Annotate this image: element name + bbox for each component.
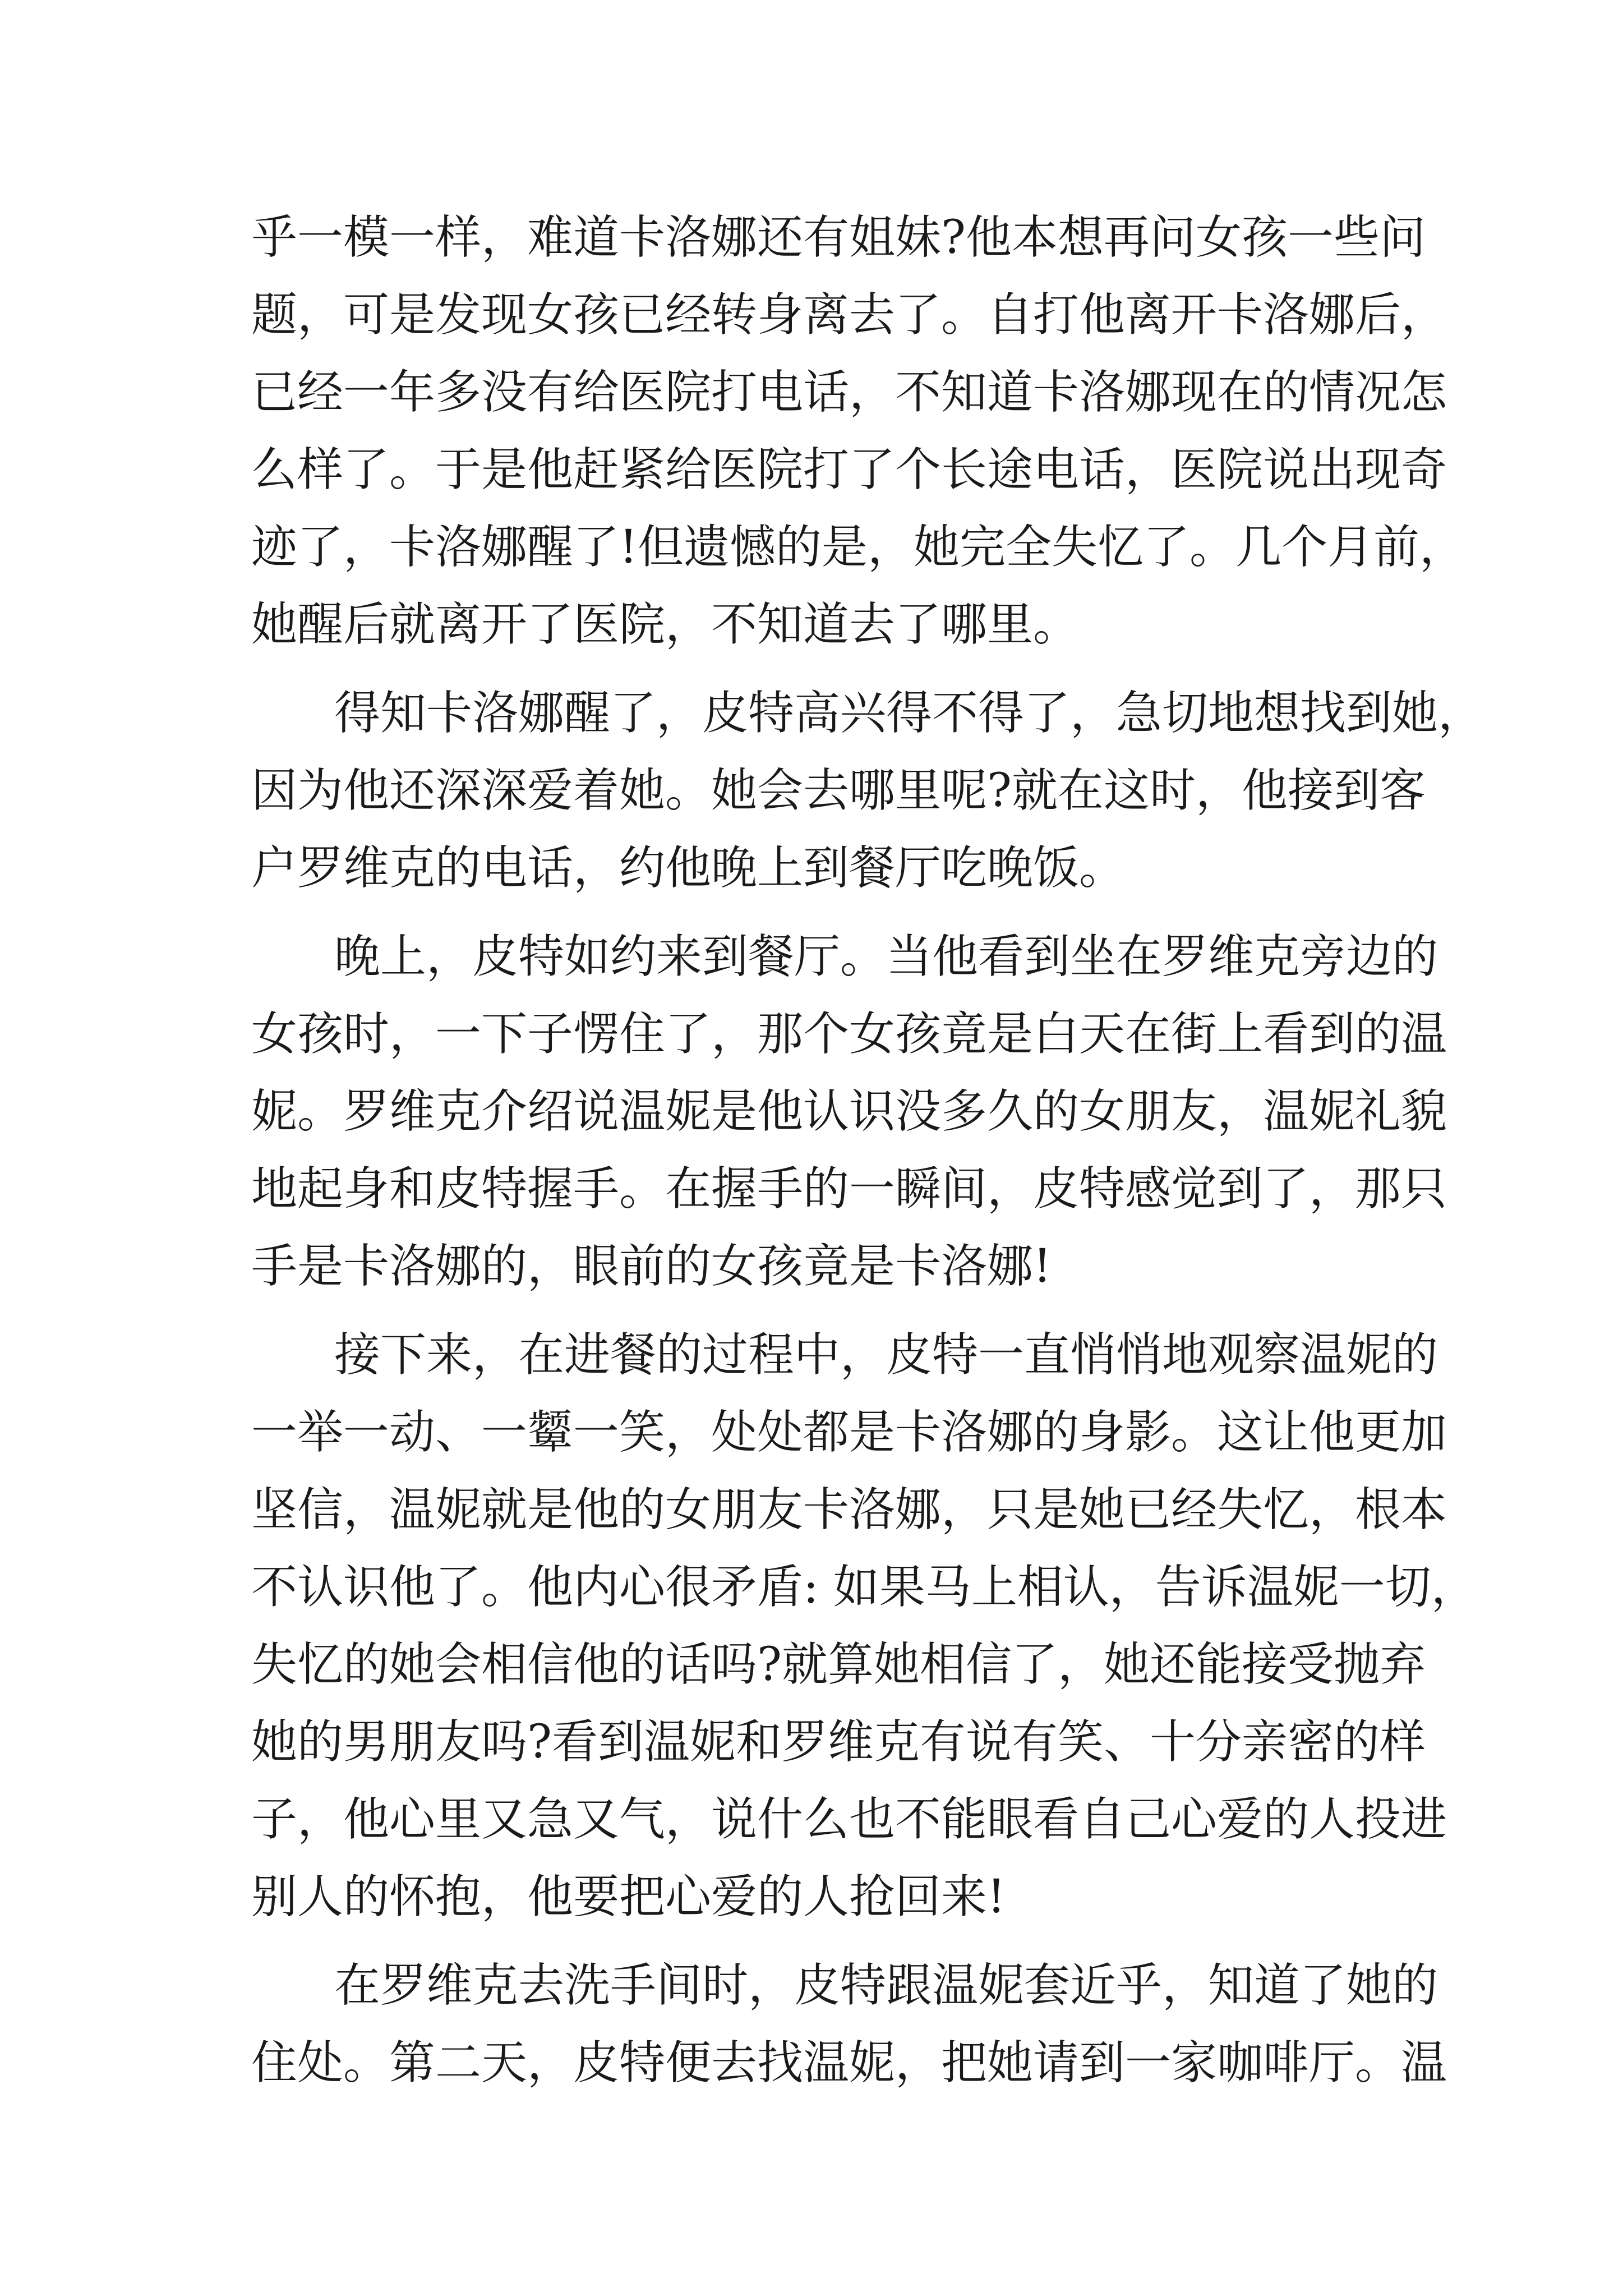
text-line: 她的男朋友吗?看到温妮和罗维克有说有笑、十分亲密的样: [251, 1715, 1426, 1769]
article-body: [251, 199, 1484, 2102]
text-line: 在罗维克去洗手间时，皮特跟温妮套近乎，知道了她的: [334, 1959, 1438, 2012]
text-line: 因为他还深深爱着她。她会去哪里呢?就在这时，他接到客: [251, 764, 1426, 817]
text-line: 晚上，皮特如约来到餐厅。当他看到坐在罗维克旁边的: [334, 930, 1438, 983]
text-line: 得知卡洛娜醒了，皮特高兴得不得了，急切地想找到她，: [334, 687, 1484, 740]
text-line: 坚信，温妮就是他的女朋友卡洛娜，只是她已经失忆，根本: [251, 1483, 1447, 1536]
text-line: 迹了，卡洛娜醒了!但遗憾的是，她完全失忆了。几个月前，: [251, 521, 1465, 574]
text-line: 女孩时，一下子愣住了，那个女孩竟是白天在街上看到的温: [251, 1007, 1447, 1061]
text-line: 一举一动、一颦一笑，处处都是卡洛娜的身影。这让他更加: [251, 1406, 1447, 1459]
paragraph-gap: [251, 1936, 1390, 1947]
paragraph-gap: [251, 907, 1390, 918]
text-line: 题，可是发现女孩已经转身离去了。自打他离开卡洛娜后，: [251, 288, 1447, 342]
paragraph-2: [251, 675, 1484, 907]
text-line: 手是卡洛娜的，眼前的女孩竟是卡洛娜!: [251, 1240, 1052, 1293]
paragraph-gap: [251, 664, 1390, 675]
text-line: 子，他心里又急又气，说什么也不能眼看自己心爱的人投进: [251, 1793, 1447, 1846]
text-line: 户罗维克的电话，约他晚上到餐厅吃晚饭。: [251, 841, 1126, 895]
paragraph-5: [251, 1947, 1447, 2102]
text-line: 地起身和皮特握手。在握手的一瞬间，皮特感觉到了，那只: [251, 1162, 1447, 1216]
paragraph-1: [251, 199, 1465, 664]
text-line: 别人的怀抱，他要把心爱的人抢回来!: [251, 1870, 1006, 1924]
text-line: 乎一模一样，难道卡洛娜还有姐妹?他本想再问女孩一些问: [251, 211, 1426, 264]
text-line: 接下来，在进餐的过程中，皮特一直悄悄地观察温妮的: [334, 1328, 1438, 1382]
paragraph-4: [251, 1317, 1477, 1936]
text-line: 她醒后就离开了医院，不知道去了哪里。: [251, 598, 1080, 651]
paragraph-3: [251, 918, 1447, 1305]
text-line: 住处。第二天，皮特便去找温妮，把她请到一家咖啡厅。温: [251, 2036, 1447, 2090]
text-line: 失忆的她会相信他的话吗?就算她相信了，她还能接受抛弃: [251, 1638, 1426, 1691]
paragraph-gap: [251, 1305, 1390, 1317]
text-line: 不认识他了。他内心很矛盾: 如果马上相认，告诉温妮一切，: [251, 1561, 1477, 1614]
text-line: 妮。罗维克介绍说温妮是他认识没多久的女朋友，温妮礼貌: [251, 1085, 1447, 1138]
text-line: 么样了。于是他赶紧给医院打了个长途电话，医院说出现奇: [251, 443, 1447, 496]
text-line: 已经一年多没有给医院打电话，不知道卡洛娜现在的情况怎: [251, 366, 1447, 419]
